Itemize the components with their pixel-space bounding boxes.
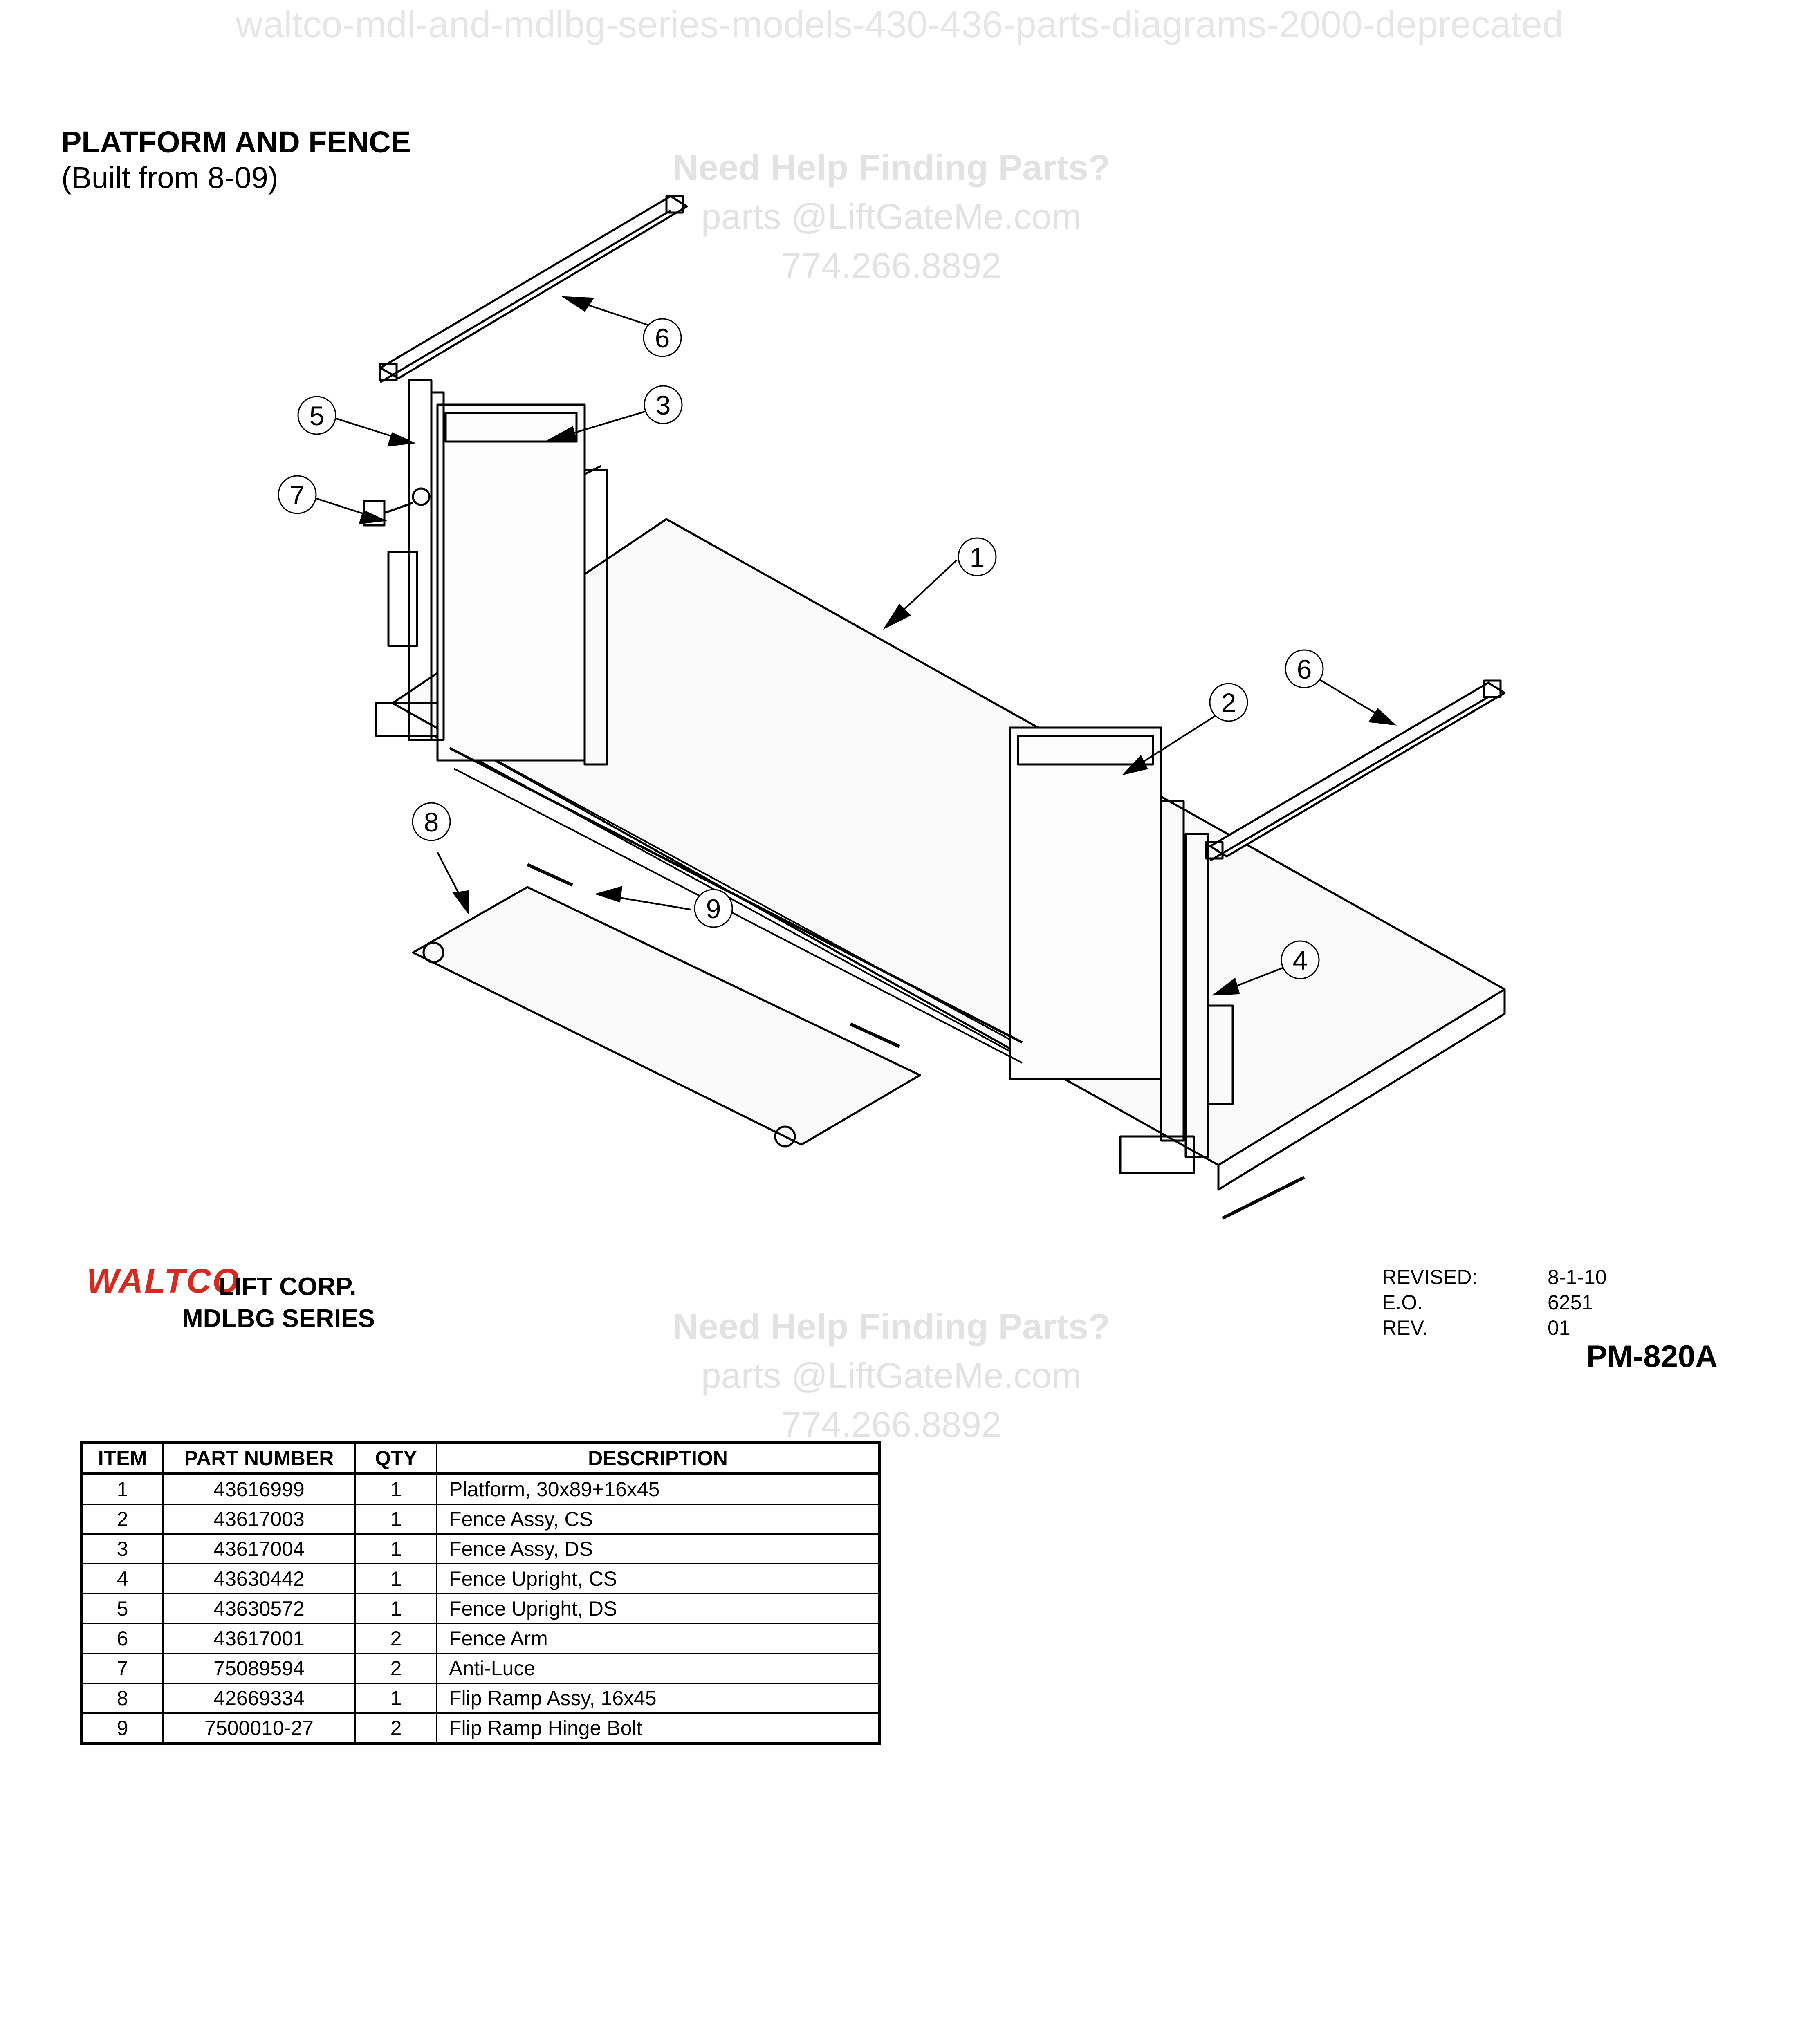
cell-part-number: 75089594 bbox=[163, 1654, 355, 1683]
cell-description: Platform, 30x89+16x45 bbox=[437, 1474, 880, 1504]
cell-part-number: 43616999 bbox=[163, 1474, 355, 1504]
cell-qty: 2 bbox=[355, 1713, 437, 1744]
header-description: DESCRIPTION bbox=[437, 1443, 880, 1474]
svg-text:6: 6 bbox=[1297, 654, 1312, 684]
fence-arm-front-drawing bbox=[1206, 681, 1505, 861]
fence-assy-cs-drawing bbox=[1010, 728, 1184, 1141]
callout-2 bbox=[1210, 684, 1247, 721]
cell-item: 5 bbox=[81, 1594, 163, 1624]
svg-text:4: 4 bbox=[1292, 945, 1308, 975]
page-subtitle: (Built from 8-09) bbox=[61, 161, 278, 195]
svg-text:1: 1 bbox=[969, 542, 985, 572]
revised-label: REVISED: bbox=[1382, 1266, 1478, 1289]
cell-item: 4 bbox=[81, 1564, 163, 1594]
page-code: PM-820A bbox=[1586, 1339, 1718, 1374]
brand-series: MDLBG SERIES bbox=[182, 1304, 375, 1333]
callout-8 bbox=[413, 803, 450, 840]
cell-item: 1 bbox=[81, 1474, 163, 1504]
cell-item: 2 bbox=[81, 1504, 163, 1534]
cell-part-number: 43617001 bbox=[163, 1624, 355, 1654]
table-row bbox=[81, 1564, 880, 1594]
help-phone: 774.266.8892 bbox=[781, 1404, 1002, 1445]
svg-text:6: 6 bbox=[655, 323, 670, 353]
fence-arm-rear-drawing bbox=[380, 196, 687, 382]
cell-part-number: 7500010-27 bbox=[163, 1713, 355, 1744]
table-row bbox=[81, 1713, 880, 1744]
cell-part-number: 43630442 bbox=[163, 1564, 355, 1594]
waltco-logo: WALTCO bbox=[87, 1262, 240, 1300]
table-row bbox=[81, 1654, 880, 1683]
revised-value: 8-1-10 bbox=[1548, 1266, 1607, 1289]
cell-qty: 1 bbox=[355, 1534, 437, 1564]
svg-text:7: 7 bbox=[289, 480, 305, 510]
rev-value: 01 bbox=[1548, 1316, 1570, 1339]
cell-description: Anti-Luce bbox=[437, 1654, 880, 1683]
cell-item: 6 bbox=[81, 1624, 163, 1654]
eo-value: 6251 bbox=[1548, 1291, 1593, 1314]
parts-table bbox=[80, 1441, 881, 1745]
svg-text:9: 9 bbox=[706, 894, 721, 924]
cell-qty: 2 bbox=[355, 1624, 437, 1654]
cell-part-number: 43617004 bbox=[163, 1534, 355, 1564]
fence-assy-ds-drawing bbox=[437, 405, 607, 764]
table-row bbox=[81, 1504, 880, 1534]
cell-item: 3 bbox=[81, 1534, 163, 1564]
table-header-row bbox=[81, 1443, 880, 1474]
cell-description: Flip Ramp Assy, 16x45 bbox=[437, 1683, 880, 1713]
cell-part-number: 43630572 bbox=[163, 1594, 355, 1624]
brand-corp: LIFT CORP. bbox=[219, 1273, 357, 1301]
cell-description: Fence Assy, CS bbox=[437, 1504, 880, 1534]
callout-5 bbox=[298, 397, 336, 434]
help-heading: Need Help Finding Parts? bbox=[672, 1306, 1110, 1347]
help-watermark-middle bbox=[605, 1302, 1178, 1449]
cell-description: Flip Ramp Hinge Bolt bbox=[437, 1713, 880, 1744]
cell-part-number: 42669334 bbox=[163, 1683, 355, 1713]
callout-3 bbox=[644, 386, 682, 424]
cell-qty: 2 bbox=[355, 1654, 437, 1683]
table-row bbox=[81, 1624, 880, 1654]
rev-label: REV. bbox=[1382, 1316, 1428, 1339]
header-part-number: PART NUMBER bbox=[163, 1443, 355, 1474]
cell-qty: 1 bbox=[355, 1504, 437, 1534]
cell-item: 7 bbox=[81, 1654, 163, 1683]
callout-6-front bbox=[1285, 650, 1323, 688]
table-row bbox=[81, 1534, 880, 1564]
cell-qty: 1 bbox=[355, 1564, 437, 1594]
watermark-filename: waltco-mdl-and-mdlbg-series-models-430-436-parts-diagrams-2000-deprecated bbox=[236, 4, 1563, 45]
help-phone: 774.266.8892 bbox=[781, 245, 1002, 286]
svg-text:2: 2 bbox=[1221, 688, 1236, 718]
svg-text:3: 3 bbox=[655, 390, 671, 420]
cell-item: 8 bbox=[81, 1683, 163, 1713]
help-heading: Need Help Finding Parts? bbox=[672, 147, 1110, 188]
eo-label: E.O. bbox=[1382, 1291, 1423, 1314]
table-row bbox=[81, 1683, 880, 1713]
table-row bbox=[81, 1474, 880, 1504]
cell-qty: 1 bbox=[355, 1474, 437, 1504]
svg-text:8: 8 bbox=[424, 807, 439, 837]
callout-7 bbox=[278, 476, 316, 513]
cell-item: 9 bbox=[81, 1713, 163, 1744]
page-title: PLATFORM AND FENCE bbox=[61, 125, 411, 159]
svg-text:5: 5 bbox=[309, 401, 325, 431]
cell-description: Fence Assy, DS bbox=[437, 1534, 880, 1564]
help-email: parts @LiftGateMe.com bbox=[701, 196, 1082, 237]
cell-description: Fence Arm bbox=[437, 1624, 880, 1654]
table-row bbox=[81, 1594, 880, 1624]
callout-6-top bbox=[644, 319, 681, 356]
cell-part-number: 43617003 bbox=[163, 1504, 355, 1534]
callout-1 bbox=[958, 538, 996, 576]
cell-qty: 1 bbox=[355, 1683, 437, 1713]
cell-description: Fence Upright, DS bbox=[437, 1594, 880, 1624]
help-email: parts @LiftGateMe.com bbox=[701, 1355, 1082, 1396]
cell-qty: 1 bbox=[355, 1594, 437, 1624]
cell-description: Fence Upright, CS bbox=[437, 1564, 880, 1594]
callout-4 bbox=[1281, 941, 1319, 979]
header-qty: QTY bbox=[355, 1443, 437, 1474]
header-item: ITEM bbox=[81, 1443, 163, 1474]
callout-9 bbox=[695, 890, 732, 927]
